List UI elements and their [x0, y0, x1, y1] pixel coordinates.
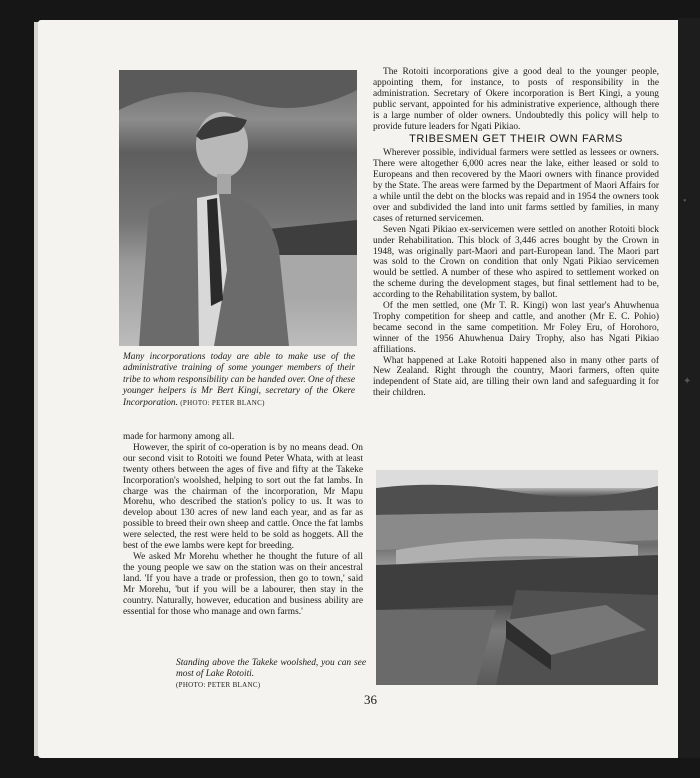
photo-caption — [176, 658, 366, 691]
paragraph: However, the spirit of co-operation is by no means dead. On our second visit to Rotoiti we found Peter Whata, with at least twenty others between the ages of five and fifty at the Takeke Incorporation's woolshed, helping to sort out the fat lambs. In charge was the chairman of the incorporation, Mr Mapu Morehu, who described the station's policy to us. It was to develop about 130 acres of new land each year, and as far as possible to breed their own sheep and cattle. Once the fat lambs were selected, the rest were held to be sold as hoggets. All the best of the ewe lambs were kept for breeding. — [123, 442, 363, 552]
paragraph: Seven Ngati Pikiao ex-servicemen were settled on another Rotoiti block under Rehabilitation. This block of 3,446 acres bought by the Crown in 1948, was originally part-Maori and part-European land. The Maori part was sold to the Crown on condition that only Ngati Pikiao servicemen would be settled. A number of these who aspired to settlement worked on the scheme during the development stages, but final settlement had to be, according to the Rehabilitation system, by ballot. — [373, 224, 659, 301]
paragraph: made for harmony among all. — [123, 432, 235, 442]
left-column — [123, 432, 363, 617]
photo-caption — [123, 352, 355, 409]
landscape-photo — [376, 470, 658, 685]
portrait-photo — [119, 70, 357, 346]
section-heading: TRIBESMEN GET THEIR OWN FARMS — [409, 133, 623, 146]
caption-text: Standing above the Takeke woolshed, you can see most of Lake Rotoiti. — [176, 658, 366, 679]
paragraph: Of the men settled, one (Mr T. R. Kingi) won last year's Ahuwhenua Trophy competition for sheep and cattle, and another (Mr E. C. Pohio) became second in the same competition. Mr Foley Eru, of Horohoro, winner of the 1956 Ahuwhenua Dairy Trophy, also has Ngati Pikiao affiliations. — [373, 301, 659, 355]
margin-mark: ✦ — [683, 376, 692, 387]
paragraph: What happened at Lake Rotoiti happened also in many other parts of New Zealand. Right through the country, Maori farmers, often quite independent of State aid, are tilling their own land and safeguarding it for their children. — [373, 355, 659, 399]
paragraph: We asked Mr Morehu whether he thought the future of all the young people we saw on the station was on their ancestral land. 'If you have a trade or profession, then go to town,' said Mr Morehu, 'but if you will be a labourer, then stay in the country. Naturally, however, education and business ability are essential for those who manage and own farms.' — [123, 551, 363, 617]
margin-mark: • — [683, 196, 687, 207]
page-number: 36 — [364, 692, 377, 707]
scan-border — [678, 18, 700, 758]
caption-text: Many incorporations today are able to make use of the administrative training of some younger members of their tribe to whom responsibility can be handed over. One of these younger helpers is Mr Bert Kingi, secretary of the Okere Incorporation. — [123, 352, 355, 408]
paragraph: The Rotoiti incorporations give a good deal to the younger people, appointing them, for instance, to posts of responsibility in the administration. Secretary of Okere incorporation is Bert Kingi, a young public servant, appointed for his administrative experience, although there is a large number of older owners. Undoubtedly this policy will help to provide future leaders for Ngati Pikiao. — [373, 67, 659, 132]
paragraph: Wherever possible, individual farmers were settled as lessees or owners. There were altogether 6,000 acres near the lake, either leased or sold to Europeans and then recovered by the Maori owners with finance provided by the State. The areas were farmed by the Department of Maori Affairs for a while until the debt on the blocks was repaid and in 1954 the owners took over and subdivided the land into unit farms settled by families, in many cases of returned servicemen. — [373, 148, 659, 224]
photo-credit: (PHOTO: PETER BLANC) — [180, 398, 265, 407]
photo-credit: (PHOTO: PETER BLANC) — [176, 681, 261, 689]
right-column — [373, 67, 659, 399]
